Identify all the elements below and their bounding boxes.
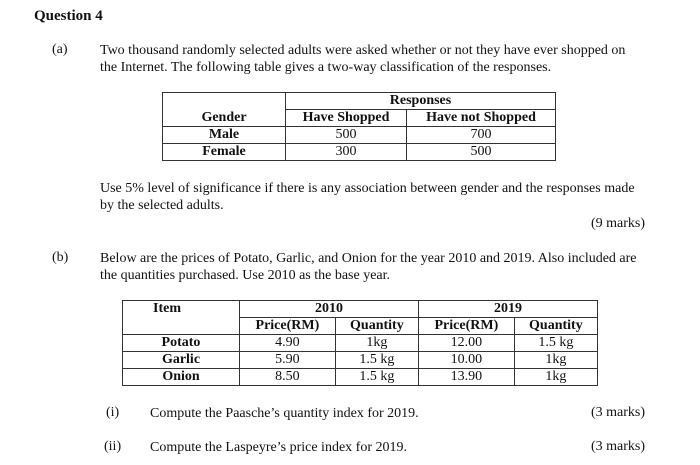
have-shopped-header: Have Shopped xyxy=(286,110,407,127)
table-row xyxy=(123,335,598,352)
table-row xyxy=(163,144,556,161)
sub-i-marks: (3 marks) xyxy=(590,405,645,420)
part-b-text-line1: Below are the prices of Potato, Garlic, and Onion for the year 2010 and 2019. Also included are xyxy=(100,251,637,266)
garlic-price-2019: 10.00 xyxy=(418,352,514,369)
part-a-label: (a) xyxy=(52,42,68,57)
sub-ii-text: Compute the Laspeyre’s price index for 2019. xyxy=(150,440,407,455)
onion-price-2010: 8.50 xyxy=(240,369,336,386)
garlic-price-2010: 5.90 xyxy=(240,352,336,369)
item-header: Item xyxy=(123,301,240,318)
female-have-not-shopped: 500 xyxy=(407,144,556,161)
sub-ii-marks: (3 marks) xyxy=(590,439,645,454)
gender-header-top xyxy=(163,93,286,110)
item-onion: Onion xyxy=(123,369,240,386)
potato-price-2019: 12.00 xyxy=(418,335,514,352)
potato-quantity-2019: 1.5 kg xyxy=(514,335,597,352)
part-b-label: (b) xyxy=(52,250,69,265)
quantity-2019-header: Quantity xyxy=(514,318,597,335)
item-garlic: Garlic xyxy=(123,352,240,369)
onion-quantity-2019: 1kg xyxy=(514,369,597,386)
potato-quantity-2010: 1kg xyxy=(335,335,418,352)
table-row xyxy=(163,127,556,144)
part-a-marks: (9 marks) xyxy=(590,216,645,231)
row-label-female: Female xyxy=(163,144,286,161)
question-title: Question 4 xyxy=(34,8,103,24)
part-a-instruction-line2: by the selected adults. xyxy=(100,198,224,213)
male-have-not-shopped: 700 xyxy=(407,127,556,144)
part-a-instruction-line1: Use 5% level of significance if there is any association between gender and the responses made xyxy=(100,181,635,196)
garlic-quantity-2019: 1kg xyxy=(514,352,597,369)
quantity-2010-header: Quantity xyxy=(335,318,418,335)
sub-i-text: Compute the Paasche’s quantity index for 2019. xyxy=(150,406,419,421)
part-a-text-line2: the Internet. The following table gives a two-way classification of the responses. xyxy=(100,60,552,75)
sub-ii-label: (ii) xyxy=(104,439,122,454)
garlic-quantity-2010: 1.5 kg xyxy=(335,352,418,369)
price-2019-header: Price(RM) xyxy=(418,318,514,335)
gender-header: Gender xyxy=(163,110,286,127)
part-b-text-line2: the quantities purchased. Use 2010 as the base year. xyxy=(100,268,391,283)
part-b-text xyxy=(100,250,680,284)
price-2010-header: Price(RM) xyxy=(240,318,336,335)
responses-header: Responses xyxy=(286,93,556,110)
prices-table xyxy=(122,300,598,386)
year-2019-header: 2019 xyxy=(418,301,597,318)
row-label-male: Male xyxy=(163,127,286,144)
sub-i-label: (i) xyxy=(106,405,120,420)
responses-table xyxy=(162,92,556,161)
part-a-text xyxy=(100,42,680,76)
part-a-text-line1: Two thousand randomly selected adults were asked whether or not they have ever shopped on xyxy=(100,43,626,58)
year-2010-header: 2010 xyxy=(240,301,419,318)
onion-quantity-2010: 1.5 kg xyxy=(335,369,418,386)
part-a-instruction xyxy=(100,180,680,214)
item-potato: Potato xyxy=(123,335,240,352)
female-have-shopped: 300 xyxy=(286,144,407,161)
have-not-shopped-header: Have not Shopped xyxy=(407,110,556,127)
table-row xyxy=(123,352,598,369)
potato-price-2010: 4.90 xyxy=(240,335,336,352)
male-have-shopped: 500 xyxy=(286,127,407,144)
item-header-bottom xyxy=(123,318,240,335)
table-row xyxy=(123,369,598,386)
onion-price-2019: 13.90 xyxy=(418,369,514,386)
